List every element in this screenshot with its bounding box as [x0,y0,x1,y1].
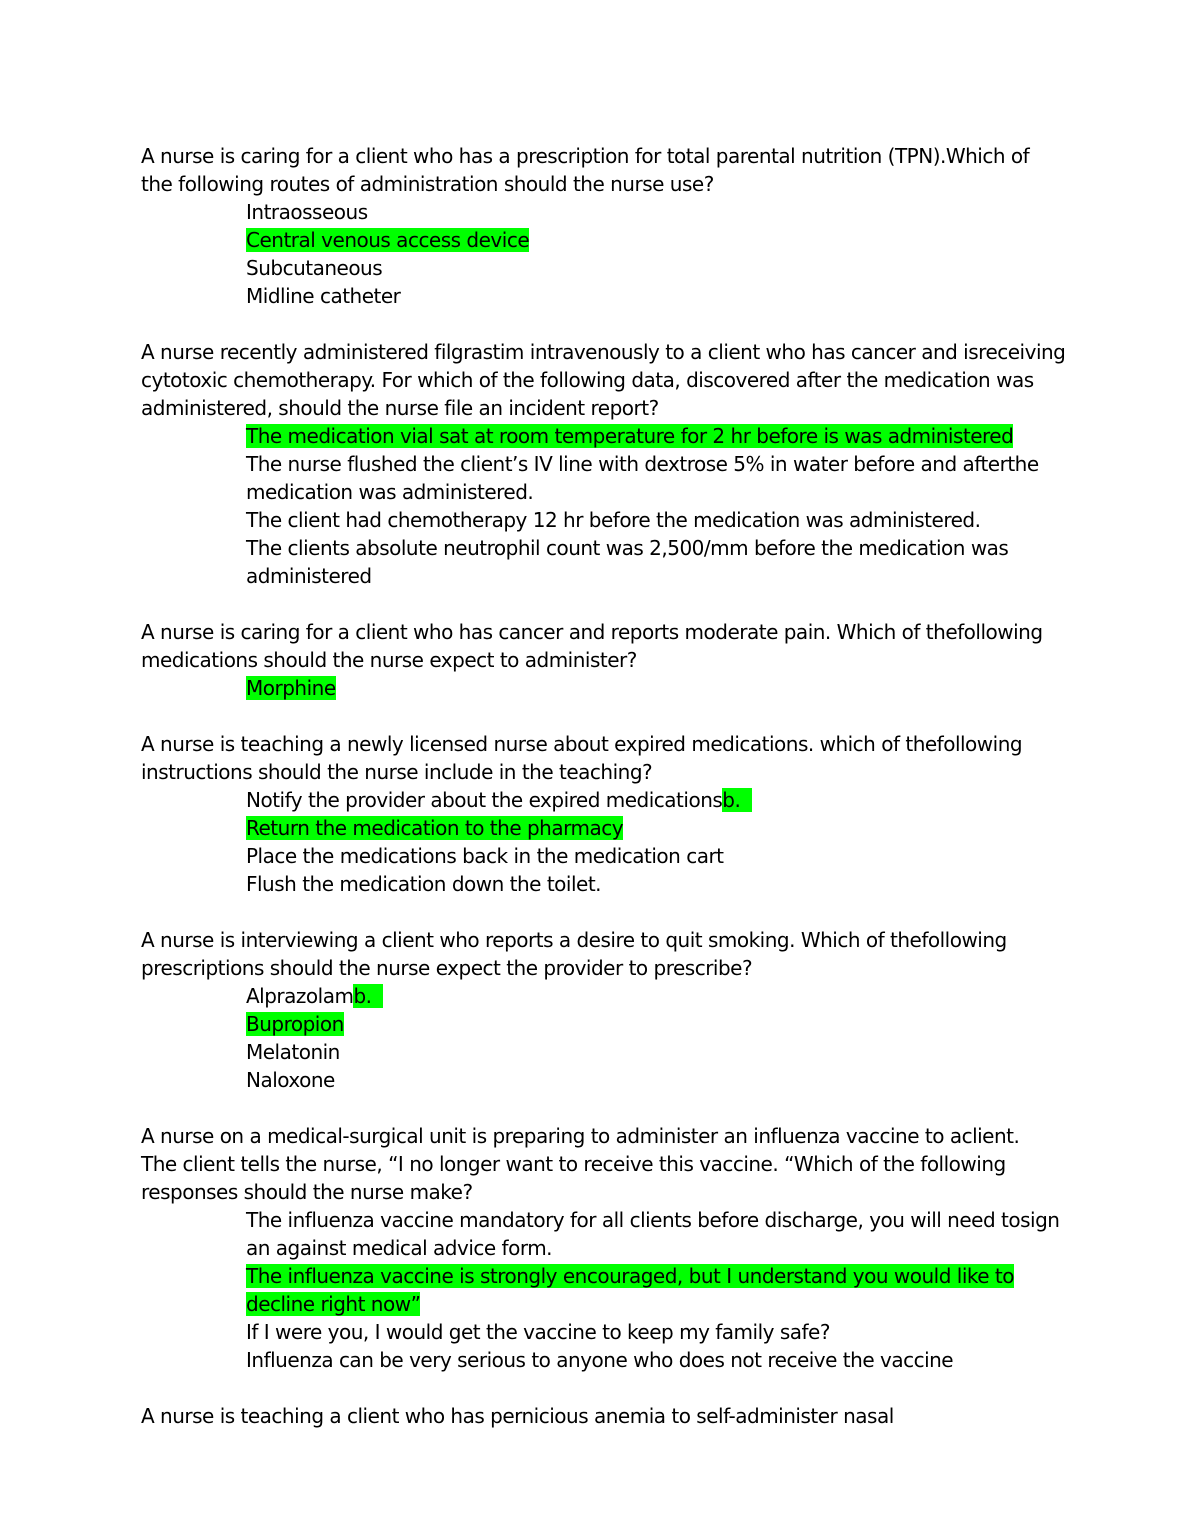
question-stem: cytotoxic chemotherapy. For which of the following data, discovered after the medication was [141,368,1034,392]
answer-option-correct [141,1290,1041,1318]
answer-option: The nurse flushed the client’s IV line with dextrose 5% in water before and afterthe [246,452,1039,476]
answer-option-correct [141,1262,1041,1290]
answer-option: Place the medications back in the medication cart [246,844,724,868]
answer-option: Melatonin [246,1040,340,1064]
question-stem: A nurse is interviewing a client who reports a desire to quit smoking. Which of thefollowing [141,928,1007,952]
question-block [141,618,1041,702]
spacer [141,310,1041,338]
answer-option: administered [246,564,372,588]
question-stem: A nurse is caring for a client who has cancer and reports moderate pain. Which of thefollowing [141,620,1043,644]
answer-option: Subcutaneous [246,256,383,280]
question-stem: administered, should the nurse file an incident report? [141,396,659,420]
answer-option: The client had chemotherapy 12 hr before the medication was administered. [246,508,981,532]
answer-option: Alprazolamb. [141,982,1041,1010]
answer-option-correct [141,226,1041,254]
question-stem: A nurse is teaching a newly licensed nurse about expired medications. which of thefollowing [141,732,1023,756]
stray-highlight: b. [353,984,372,1008]
correct-answer-highlight: Central venous access device [246,228,530,252]
correct-answer-highlight: The medication vial sat at room temperature for 2 hr before is was administered [246,424,1014,448]
spacer [141,898,1041,926]
document-page [141,142,1066,1430]
question-block [141,1402,1041,1430]
question-block [141,338,1066,590]
question-stem: instructions should the nurse include in the teaching? [141,760,653,784]
question-block [141,1122,1060,1374]
correct-answer-highlight: Morphine [246,676,336,700]
correct-answer-highlight: Return the medication to the pharmacy [246,816,624,840]
question-stem: A nurse on a medical-surgical unit is preparing to administer an influenza vaccine to aclient. [141,1124,1020,1148]
answer-option-correct [141,814,1041,842]
question-stem: The client tells the nurse, “I no longer want to receive this vaccine. “Which of the following [141,1152,1006,1176]
spacer [141,1374,1041,1402]
spacer [141,702,1041,730]
answer-option: medication was administered. [246,480,534,504]
stray-highlight: b. [722,788,741,812]
question-stem: A nurse is teaching a client who has pernicious anemia to self-administer nasal [141,1404,894,1428]
answer-option: If I were you, I would get the vaccine to keep my family safe? [246,1320,830,1344]
answer-option-correct [141,1010,1041,1038]
answer-option: The influenza vaccine mandatory for all clients before discharge, you will need tosign [246,1208,1060,1232]
answer-option: Notify the provider about the expired medicationsb. [141,786,1041,814]
answer-option: Influenza can be very serious to anyone who does not receive the vaccine [246,1348,954,1372]
question-stem: prescriptions should the nurse expect the provider to prescribe? [141,956,753,980]
correct-answer-highlight: The influenza vaccine is strongly encouraged, but I understand you would like to [246,1264,1014,1288]
answer-option: Flush the medication down the toilet. [246,872,602,896]
question-stem: A nurse is caring for a client who has a prescription for total parental nutrition (TPN).Which of [141,144,1030,168]
question-stem: responses should the nurse make? [141,1180,473,1204]
answer-option: Naloxone [246,1068,335,1092]
answer-option: an against medical advice form. [246,1236,553,1260]
answer-option-correct [141,422,1041,450]
question-block [141,730,1041,898]
correct-answer-highlight: Bupropion [246,1012,344,1036]
spacer [141,1094,1041,1122]
spacer [141,590,1041,618]
question-stem: A nurse recently administered filgrastim intravenously to a client who has cancer and isreceiving [141,340,1066,364]
answer-option: The clients absolute neutrophil count was 2,500/mm before the medication was [246,536,1009,560]
answer-option-correct [141,674,1041,702]
question-stem: the following routes of administration should the nurse use? [141,172,714,196]
answer-option: Intraosseous [246,200,368,224]
question-block [141,926,1041,1094]
answer-option: Midline catheter [246,284,401,308]
question-stem: medications should the nurse expect to administer? [141,648,637,672]
correct-answer-highlight: decline right now” [246,1292,421,1316]
question-block [141,142,1041,310]
